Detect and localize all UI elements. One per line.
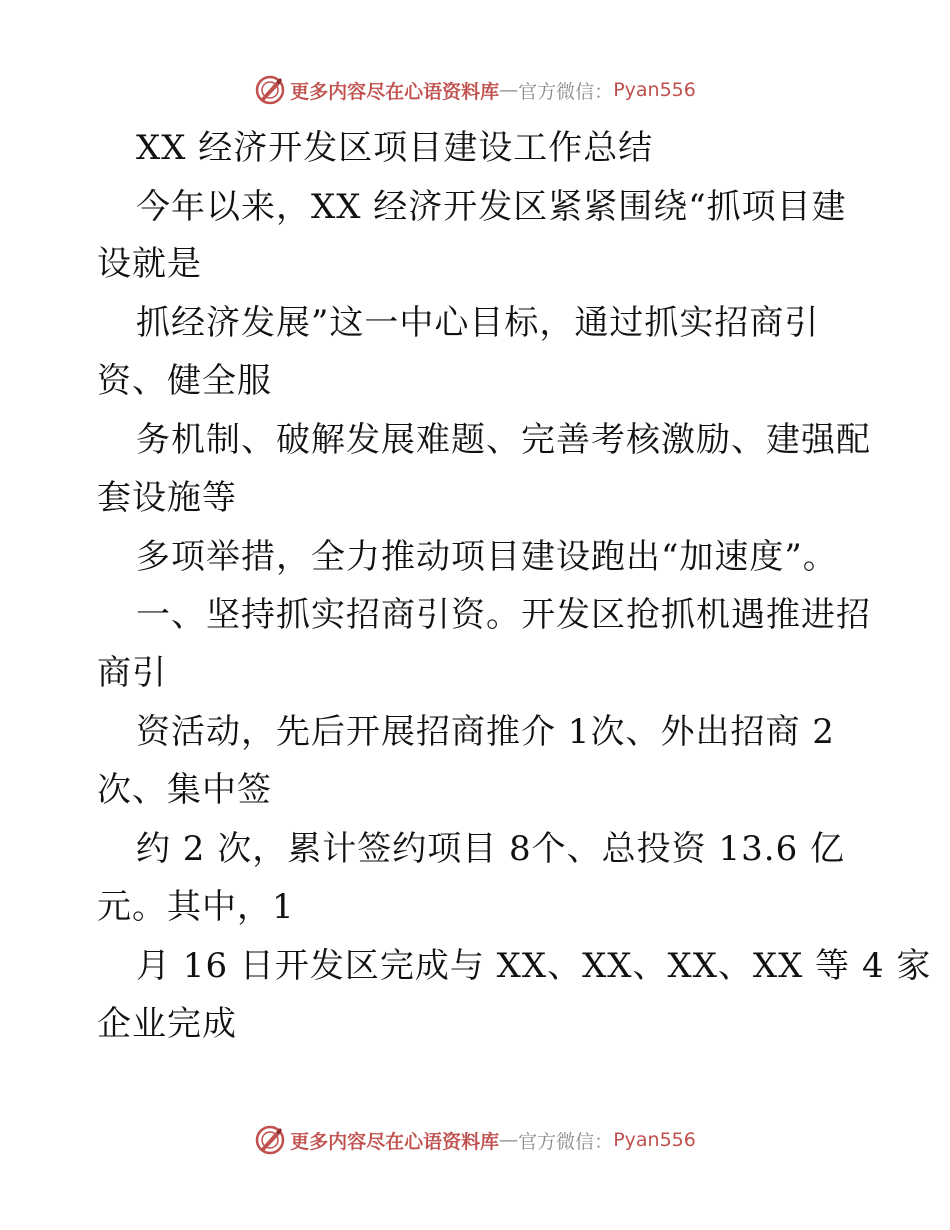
footer-banner — [0, 1120, 950, 1160]
paragraph-line: 元。其中，1 — [97, 887, 295, 927]
banner-separator: — — [499, 79, 519, 101]
paragraph-line: 今年以来，XX 经济开发区紧紧围绕“抓项目建 — [136, 187, 847, 227]
banner-wechat-id: Pyan556 — [613, 79, 696, 101]
banner-wechat-label: 官方微信： — [518, 80, 614, 103]
banner-site-text: 更多内容尽在心语资料库 — [290, 80, 500, 103]
paragraph-line: 次、集中签 — [97, 770, 272, 810]
header-banner — [0, 70, 950, 110]
paragraph-line: 抓经济发展”这一中心目标，通过抓实招商引 — [136, 303, 820, 343]
pen-logo-icon — [254, 74, 286, 106]
banner-wechat-label: 官方微信： — [518, 1130, 614, 1153]
paragraph-line: 设就是 — [97, 244, 202, 284]
paragraph-line: 多项举措，全力推动项目建设跑出“加速度”。 — [136, 537, 838, 577]
paragraph-line: 商引 — [97, 653, 167, 693]
paragraph-line: 资活动，先后开展招商推介 1次、外出招商 2 — [136, 712, 835, 752]
section-heading-line: 一、坚持抓实招商引资。开发区抢抓机遇推进招 — [136, 595, 871, 635]
paragraph-line: 约 2 次，累计签约项目 8个、总投资 13.6 亿 — [136, 829, 846, 869]
paragraph-line: 套设施等 — [97, 478, 237, 518]
paragraph-line: 企业完成 — [97, 1004, 237, 1044]
document-title: XX 经济开发区项目建设工作总结 — [136, 128, 654, 168]
paragraph-line: 资、健全服 — [97, 361, 272, 401]
banner-wechat-id: Pyan556 — [613, 1129, 696, 1151]
banner-site-text: 更多内容尽在心语资料库 — [290, 1130, 500, 1153]
paragraph-line: 务机制、破解发展难题、完善考核激励、建强配 — [136, 420, 871, 460]
paragraph-line: 月 16 日开发区完成与 XX、XX、XX、XX 等 4 家 — [136, 946, 932, 986]
banner-separator: — — [499, 1129, 519, 1151]
pen-logo-icon — [254, 1124, 286, 1156]
